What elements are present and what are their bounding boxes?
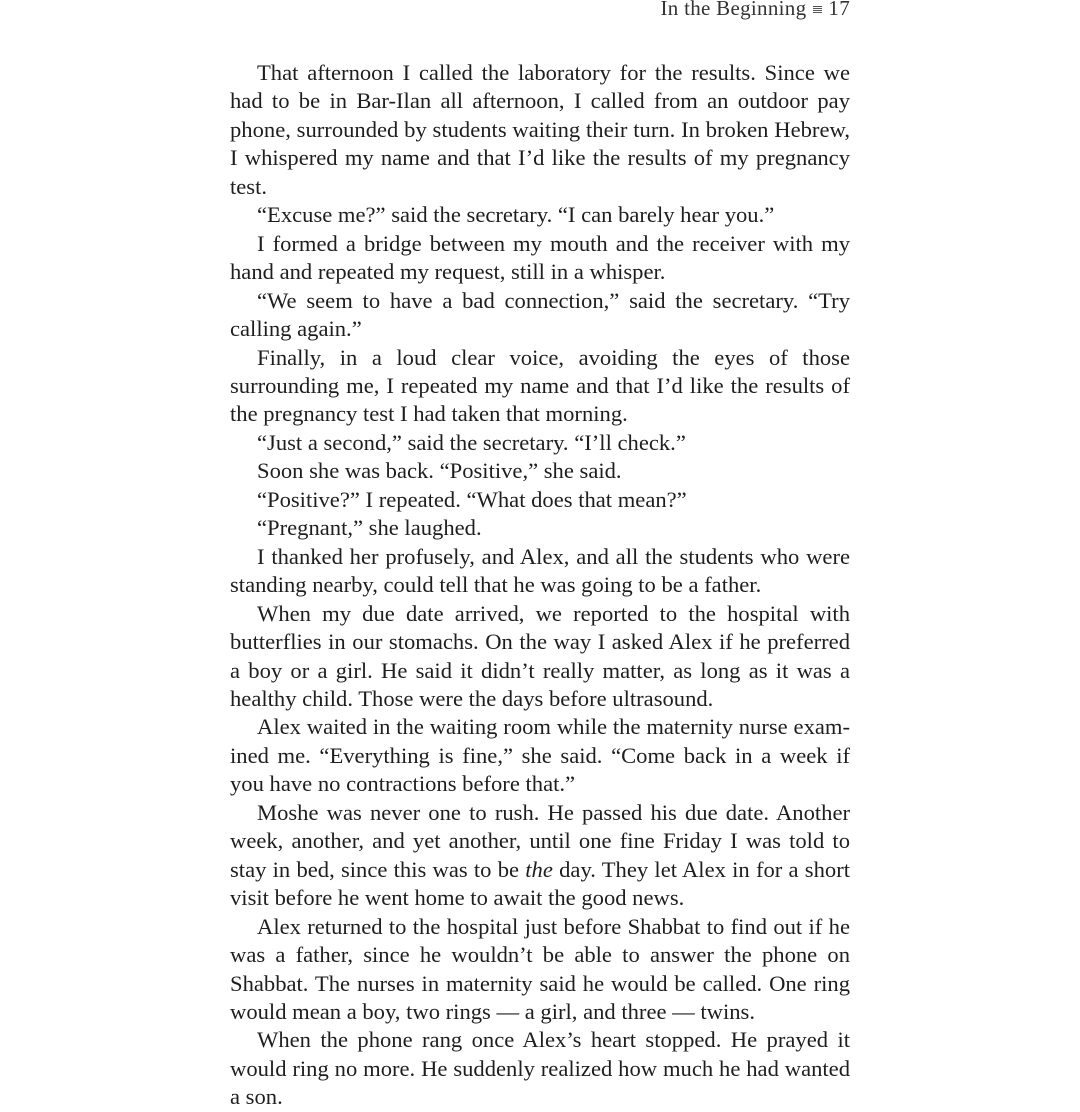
- paragraph: “Excuse me?” said the secretary. “I can barely hear you.”: [257, 202, 775, 228]
- separator-icon: [813, 6, 822, 13]
- paragraph: Finally, in a loud clear voice, avoiding the eyes of those surrounding me, I repeated my name and that I’d like the results of the pregnancy test I had taken that morning.: [230, 344, 850, 427]
- paragraph-text: day. They let Alex in for a short visit before he went home to await the good news.: [230, 856, 850, 911]
- paragraph: Soon she was back. “Positive,” she said.: [257, 458, 622, 484]
- body-text: [230, 59, 850, 1112]
- paragraph-text: Moshe was never one to rush. He passed his due date. Another week, another, and yet another, until one fine Friday I was told to stay in bed, since this was to be: [230, 799, 850, 882]
- emphasized-word: the: [525, 856, 553, 882]
- paragraph: When my due date arrived, we reported to the hospital with butterflies in our stomachs. On the way I asked Alex if he preferred a boy or a girl. He said it didn’t really matter, as long as it was a healthy child. Those were the days before ultrasound.: [230, 600, 850, 711]
- paragraph: I thanked her profusely, and Alex, and all the students who were standing nearby, could tell that he was going to be a father.: [230, 543, 850, 598]
- paragraph: “Pregnant,” she laughed.: [257, 515, 482, 541]
- paragraph: That afternoon I called the laboratory for the results. Since we had to be in Bar-Ilan all afternoon, I called from an outdoor pay phone, surrounded by students waiting their turn. In broken Hebrew, I whispered my name and that I’d like the results of my pregnancy test.: [230, 60, 850, 199]
- running-head: [660, 0, 850, 21]
- paragraph: When the phone rang once Alex’s heart stopped. He prayed it would ring no more. He suddenly realized how much he had wanted a son.: [230, 1027, 850, 1110]
- page-number: 17: [828, 0, 850, 20]
- paragraph: “Just a second,” said the secretary. “I’ll check.”: [257, 429, 686, 455]
- paragraph: “Positive?” I repeated. “What does that mean?”: [257, 486, 687, 512]
- paragraph: [230, 799, 850, 913]
- paragraph: Alex returned to the hospital just before Shabbat to find out if he was a father, since he wouldn’t be able to answer the phone on Shabbat. The nurses in maternity said he would be called. One ring would mean a boy, two rings — a girl, and three — twins.: [230, 913, 850, 1024]
- chapter-title: In the Beginning: [660, 0, 807, 20]
- paragraph: I formed a bridge between my mouth and the receiver with my hand and repeated my request, still in a whisper.: [230, 230, 850, 285]
- paragraph: Alex waited in the waiting room while the maternity nurse examined me. “Everything is fine,” she said. “Come back in a week if you have no contractions before that.”: [230, 714, 850, 797]
- paragraph: “We seem to have a bad connection,” said the secretary. “Try calling again.”: [230, 287, 850, 342]
